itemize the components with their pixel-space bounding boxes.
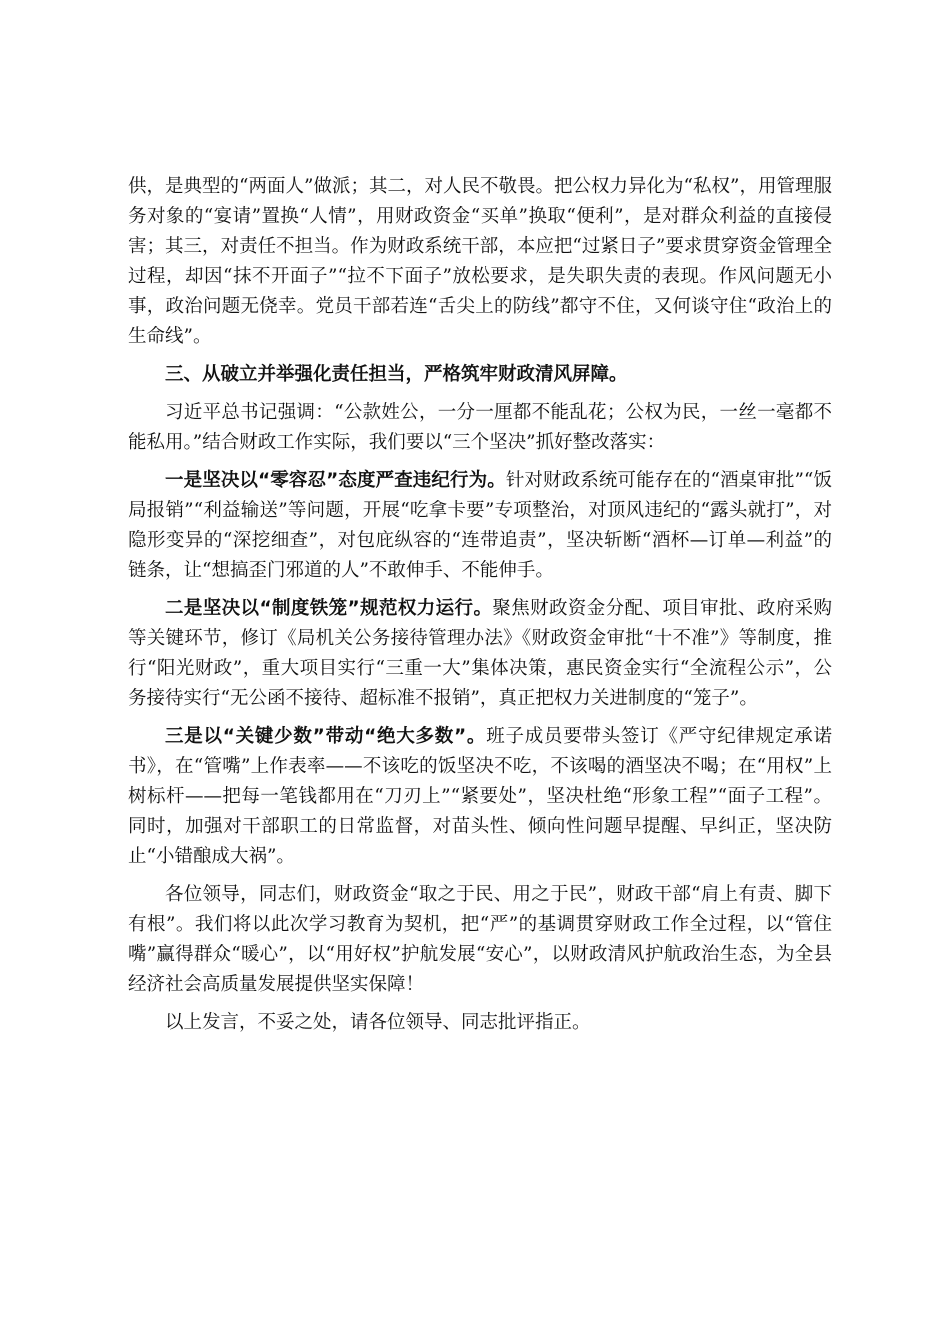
- paragraph-point-two: [128, 594, 832, 714]
- paragraph-point-one: [128, 466, 832, 586]
- document-body: [128, 172, 832, 1046]
- section-heading: 三、从破立并举强化责任担当，严格筑牢财政清风屏障。: [165, 364, 628, 385]
- paragraph-conclusion: 各位领导，同志们，财政资金“取之于民、用之于民”，财政干部“肩上有责、脚下有根”。我们将以此次学习教育为契机，把“严”的基调贯穿财政工作全过程，以“管住嘴”赢得群众“暖心”，以“用好权”护航发展“安心”，以财政清风护航政治生态，为全县经济社会高质量发展提供坚实保障！: [128, 884, 832, 995]
- paragraph-continuation: 供，是典型的“两面人”做派；其二，对人民不敬畏。把公权力异化为“私权”，用管理服务对象的“宴请”置换“人情”，用财政资金“买单”换取“便利”，是对群众利益的直接侵害；其三，对责任不担当。作为财政系统干部，本应把“过紧日子”要求贯穿资金管理全过程，却因“抹不开面子”“拉不下面子”放松要求，是失职失责的表现。作风问题无小事，政治问题无侥幸。党员干部若连“舌尖上的防线”都守不住，又何谈守住“政治上的生命线”。: [128, 176, 832, 347]
- point-two-body: 聚焦财政资金分配、项目审批、政府采购等关键环节，修订《局机关公务接待管理办法》《财政资金审批“十不准”》等制度，推行“阳光财政”，重大项目实行“三重一大”集体决策，惠民资金实行“全流程公示”，公务接待实行“无公函不接待、超标准不报销”，真正把权力关进制度的“笼子”。: [128, 598, 832, 709]
- point-three-lead: 三是以“关键少数”带动“绝大多数”。: [165, 726, 487, 747]
- point-one-lead: 一是坚决以“零容忍”态度严查违纪行为。: [165, 470, 506, 491]
- point-one-body: 针对财政系统可能存在的“酒桌审批”“饭局报销”“利益输送”等问题，开展“吃拿卡要”专项整治，对顶风违纪的“露头就打”，对隐形变异的“深挖细查”，对包庇纵容的“连带追责”，坚决斩断“酒杯—订单—利益”的链条，让“想搞歪门邪道的人”不敢伸手、不能伸手。: [128, 470, 832, 581]
- paragraph-quote: 习近平总书记强调：“公款姓公，一分一厘都不能乱花；公权为民，一丝一毫都不能私用。”结合财政工作实际，我们要以“三个坚决”抓好整改落实：: [128, 402, 832, 453]
- paragraph-closing: 以上发言，不妥之处，请各位领导、同志批评指正。: [165, 1012, 591, 1033]
- point-three-body: 班子成员要带头签订《严守纪律规定承诺书》，在“管嘴”上作表率——不该吃的饭坚决不吃，不该喝的酒坚决不喝；在“用权”上树标杆——把每一笔钱都用在“刀刃上”“紧要处”，坚决杜绝“形象工程”“面子工程”。同时，加强对干部职工的日常监督，对苗头性、倾向性问题早提醒、早纠正，坚决防止“小错酿成大祸”。: [128, 726, 832, 867]
- point-two-lead: 二是坚决以“制度铁笼”规范权力运行。: [165, 598, 493, 619]
- paragraph-point-three: [128, 722, 832, 872]
